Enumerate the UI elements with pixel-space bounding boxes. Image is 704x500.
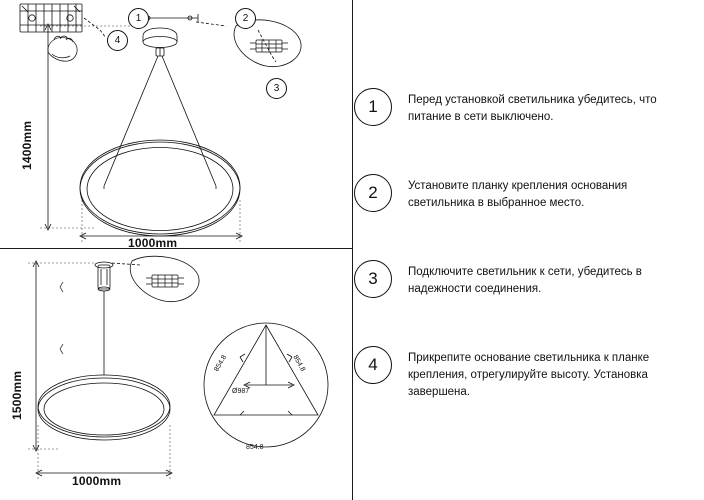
triangle-side-bottom: 854.8	[246, 444, 264, 451]
step-text-4: Прикрепите основание светильника к планке крепления, отрегулируйте высоту. Установка завершена.	[408, 352, 650, 398]
step-text-1: Перед установкой светильника убедитесь, что питание в сети выключено.	[408, 94, 657, 123]
top-horizontal-dimension: 1000mm	[128, 236, 178, 250]
triangle-side-right: 854.8	[291, 354, 307, 373]
step-item-2	[368, 174, 694, 226]
callout-bubble-3: 3	[266, 78, 287, 99]
bottom-vertical-dimension: 1500mm	[10, 370, 24, 420]
steps-list	[368, 88, 694, 435]
vertical-divider	[352, 0, 353, 500]
step-item-3	[368, 260, 694, 312]
callout-bubble-1: 1	[128, 8, 149, 29]
callout-bubble-2: 2	[235, 8, 256, 29]
callout-bubble-4: 4	[107, 30, 128, 51]
step-number-4: 4	[354, 346, 392, 384]
step-text-2: Установите планку крепления основания светильника в выбранное место.	[408, 180, 628, 209]
step-item-4	[368, 346, 694, 401]
step-number-1: 1	[354, 88, 392, 126]
step-item-1	[368, 88, 694, 140]
step-number-3: 3	[354, 260, 392, 298]
bottom-horizontal-dimension: 1000mm	[72, 474, 122, 488]
step-number-2: 2	[354, 174, 392, 212]
top-vertical-dimension: 1400mm	[20, 120, 34, 170]
triangle-side-left: 854.8	[213, 354, 229, 373]
top-left-drawing	[0, 0, 352, 248]
step-text-3: Подключите светильник к сети, убедитесь в надежности соединения.	[408, 266, 642, 295]
bottom-left-drawing	[0, 249, 352, 500]
circle-diameter-label: Ø987	[232, 388, 250, 395]
